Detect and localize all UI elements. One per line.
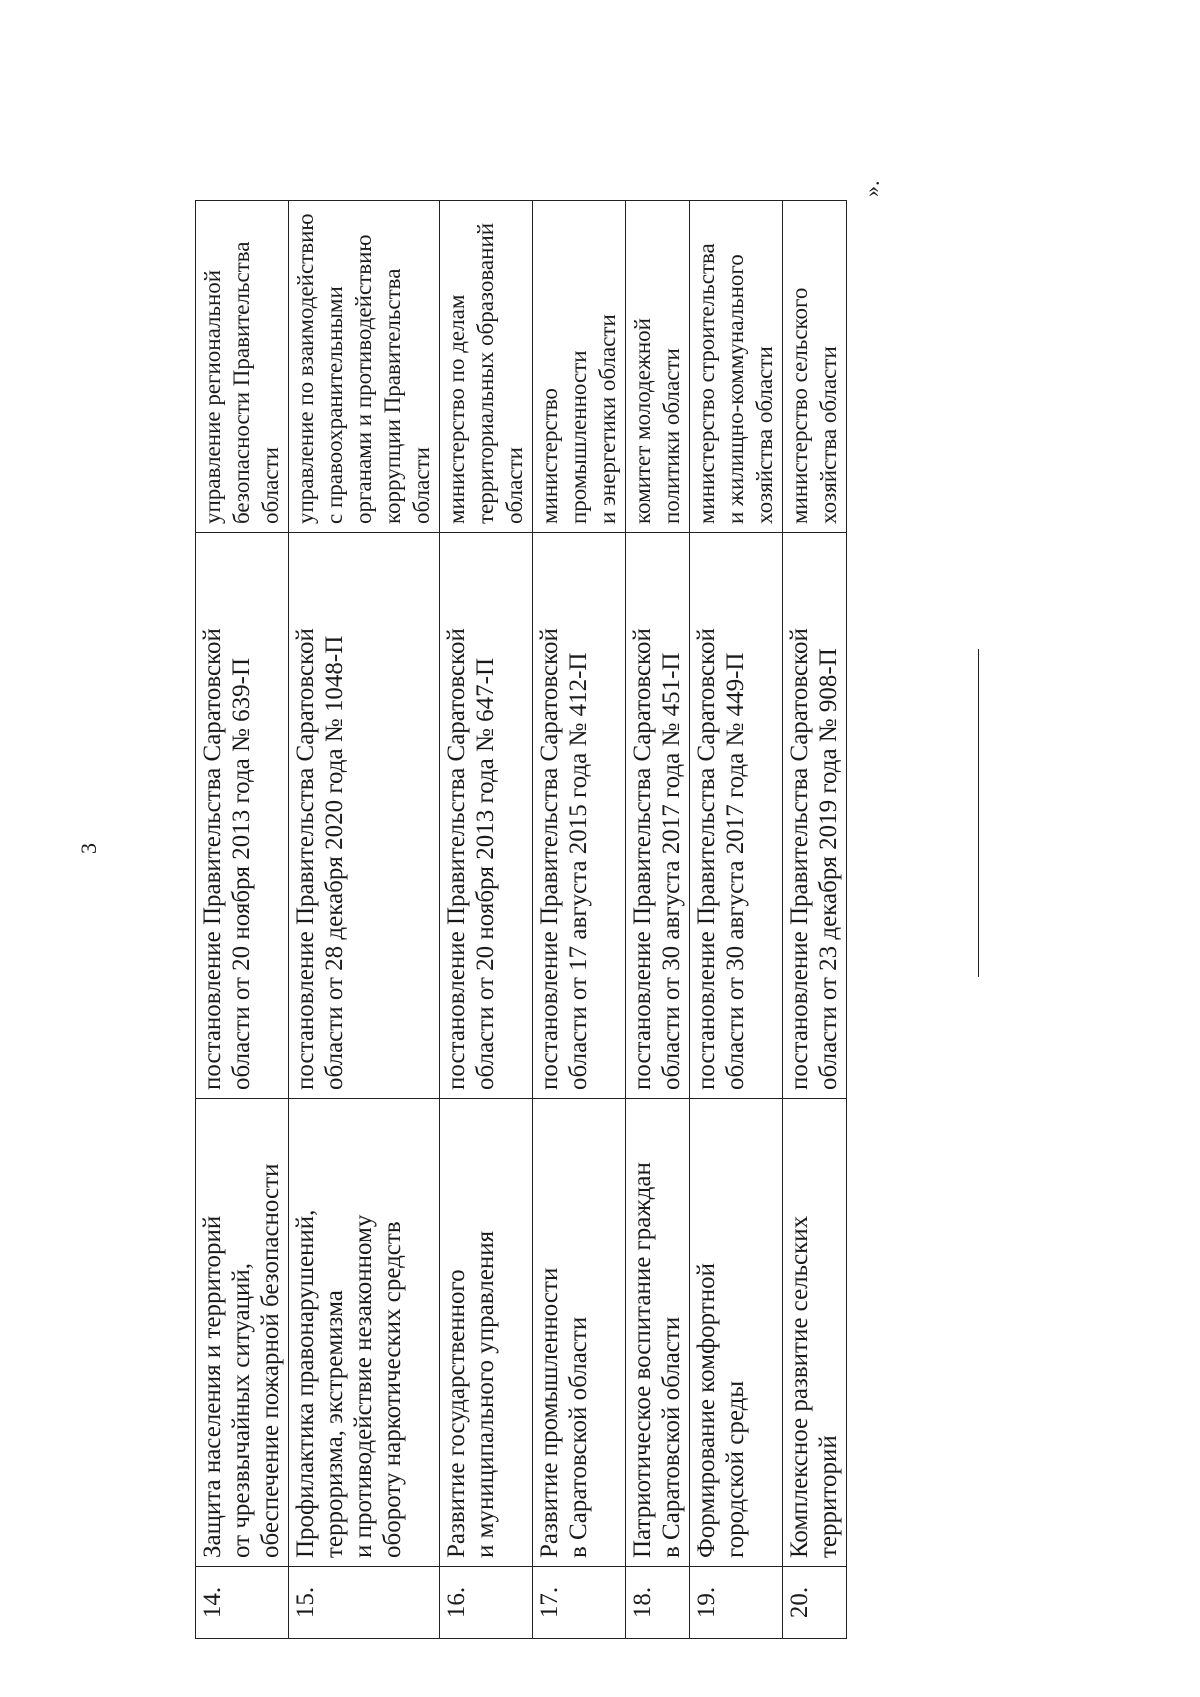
text-line: управление по взаимодействию	[293, 213, 318, 524]
text-line: министерство строительства	[694, 243, 719, 524]
text-line: постановление Правительства Саратовской	[629, 628, 656, 1090]
text-line: обеспечение пожарной безопасности	[257, 1163, 284, 1558]
text-line: области от 30 августа 2017 года № 449-П	[722, 652, 749, 1090]
text-line: постановление Правительства Саратовской	[292, 628, 319, 1090]
legal-basis-cell	[690, 533, 783, 1099]
text-line: области от 20 ноября 2013 года № 639-П	[228, 658, 255, 1090]
program-name-cell	[289, 1099, 440, 1567]
text-line: политики области	[659, 348, 684, 524]
text-line: коррупции Правительства	[380, 268, 405, 524]
text-line: Патриотическое воспитание граждан	[629, 1162, 656, 1558]
table-body	[196, 201, 847, 1639]
row-number-cell: 19.	[690, 1567, 783, 1639]
legal-basis-cell	[533, 533, 626, 1099]
legal-basis-cell	[196, 533, 289, 1099]
legal-basis-cell	[626, 533, 690, 1099]
text-line: с правоохранительными	[322, 286, 347, 524]
end-rule	[978, 649, 979, 977]
text-line: и жилищно-коммунального	[723, 254, 748, 524]
text-line: постановление Правительства Саратовской	[199, 628, 226, 1090]
table-row	[440, 201, 533, 1639]
legal-basis-cell	[783, 533, 847, 1099]
text-line: терроризма, экстремизма	[321, 1290, 348, 1558]
text-line: и муниципального управления	[472, 1230, 499, 1558]
row-number-cell: 18.	[626, 1567, 690, 1639]
table-row	[690, 201, 783, 1639]
text-line: в Саратовской области	[565, 1316, 592, 1558]
legal-basis-cell	[289, 533, 440, 1099]
text-line: постановление Правительства Саратовской	[786, 628, 813, 1090]
text-line: территориальных образований	[473, 222, 498, 524]
text-line: территорий	[815, 1435, 842, 1558]
closing-quote-mark: ».	[859, 180, 884, 197]
text-line: области	[258, 447, 283, 524]
programs-table	[195, 200, 847, 1639]
text-line: постановление Правительства Саратовской	[693, 628, 720, 1090]
program-name-cell	[440, 1099, 533, 1567]
text-line: Комплексное развитие сельских	[786, 1215, 813, 1558]
text-line: обороту наркотических средств	[379, 1221, 406, 1558]
legal-basis-cell	[440, 533, 533, 1099]
text-line: области от 30 августа 2017 года № 451-П	[658, 652, 685, 1090]
text-line: управление региональной	[200, 269, 225, 524]
text-line: области	[502, 447, 527, 524]
responsible-body-cell	[440, 201, 533, 533]
program-name-cell	[690, 1099, 783, 1567]
responsible-body-cell	[626, 201, 690, 533]
text-line: области от 23 декабря 2019 года № 908-П	[815, 648, 842, 1090]
text-line: министерство по делам	[444, 294, 469, 524]
text-line: в Саратовской области	[658, 1316, 685, 1558]
table-row	[533, 201, 626, 1639]
table-row	[783, 201, 847, 1639]
text-line: области от 28 декабря 2020 года № 1048-П	[321, 635, 348, 1090]
text-line: безопасности Правительства	[229, 241, 254, 524]
text-line: постановление Правительства Саратовской	[536, 628, 563, 1090]
program-name-cell	[783, 1099, 847, 1567]
program-name-cell	[626, 1099, 690, 1567]
row-number-cell: 20.	[783, 1567, 847, 1639]
text-line: Формирование комфортной	[693, 1262, 720, 1558]
text-line: хозяйства области	[816, 346, 841, 524]
row-number-cell: 17.	[533, 1567, 626, 1639]
text-line: министерство	[537, 388, 562, 524]
row-number-cell: 15.	[289, 1567, 440, 1639]
responsible-body-cell	[289, 201, 440, 533]
text-line: Профилактика правонарушений,	[292, 1209, 319, 1558]
text-line: и энергетики области	[595, 314, 620, 524]
responsible-body-cell	[533, 201, 626, 533]
page-number: 3	[76, 843, 101, 854]
table-row	[289, 201, 440, 1639]
row-number-cell: 14.	[196, 1567, 289, 1639]
text-line: промышленности	[566, 350, 591, 524]
responsible-body-cell	[690, 201, 783, 533]
text-line: городской среды	[722, 1380, 749, 1558]
text-line: и противодействие незаконному	[350, 1214, 377, 1558]
text-line: от чрезвычайных ситуаций,	[228, 1263, 255, 1558]
program-name-cell	[533, 1099, 626, 1567]
text-line: комитет молодежной	[630, 318, 655, 524]
text-line: органами и противодействию	[351, 234, 376, 524]
responsible-body-cell	[783, 201, 847, 533]
text-line: хозяйства области	[752, 346, 777, 524]
text-line: постановление Правительства Саратовской	[443, 628, 470, 1090]
text-line: министерство сельского	[787, 287, 812, 524]
text-line: области	[409, 447, 434, 524]
row-number-cell: 16.	[440, 1567, 533, 1639]
text-line: Развитие государственного	[443, 1269, 470, 1558]
table-row	[196, 201, 289, 1639]
responsible-body-cell	[196, 201, 289, 533]
text-line: области от 20 ноября 2013 года № 647-П	[472, 658, 499, 1090]
program-name-cell	[196, 1099, 289, 1567]
text-line: Защита населения и территорий	[199, 1215, 226, 1558]
text-line: Развитие промышленности	[536, 1267, 563, 1558]
table-row	[626, 201, 690, 1639]
text-line: области от 17 августа 2015 года № 412-П	[565, 652, 592, 1090]
